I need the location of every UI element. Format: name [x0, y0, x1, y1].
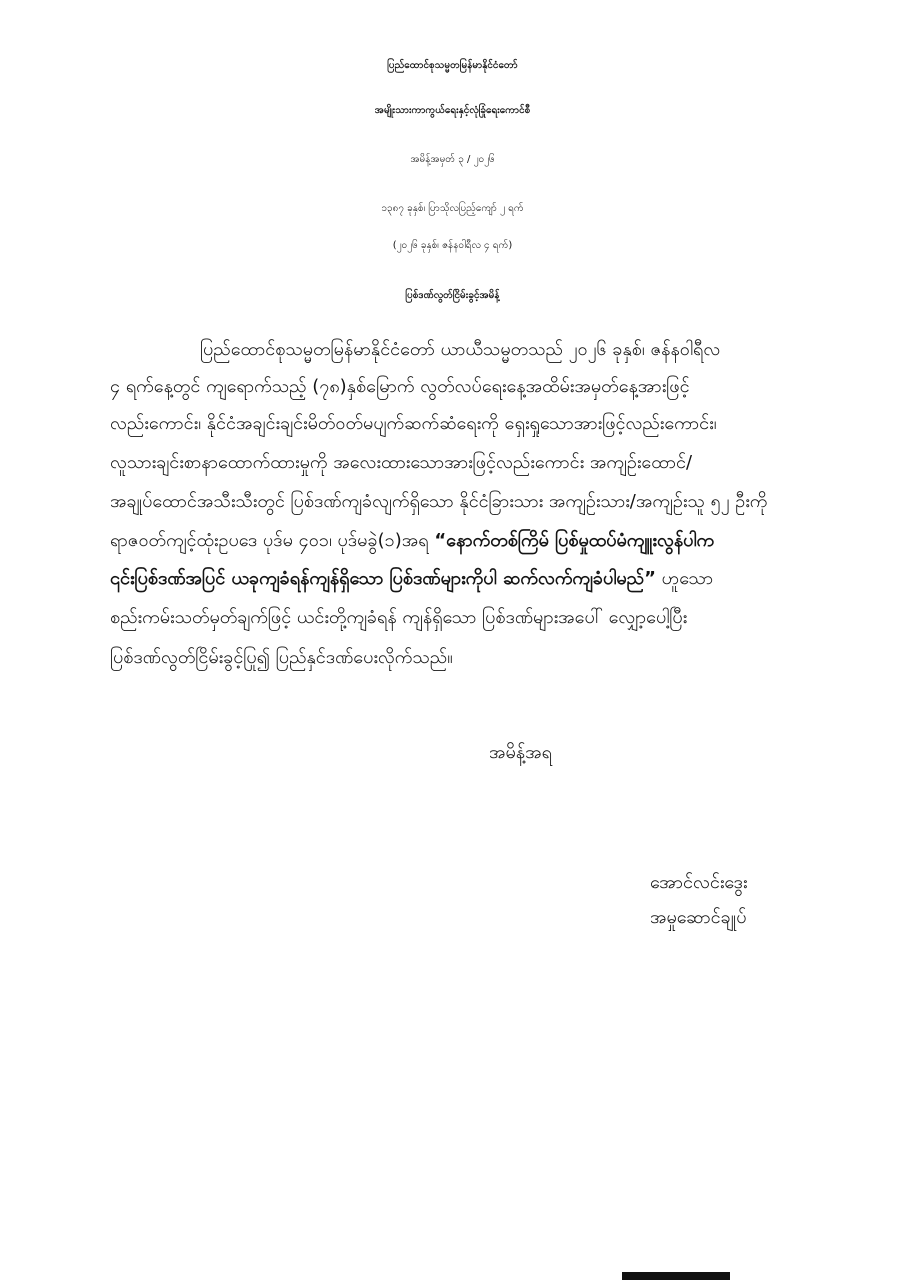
by-order: အမိန့်အရ [489, 742, 552, 763]
body-text: ရာဇဝတ်ကျင့်ထုံးဥပဒေ ပုဒ်မ ၄၀၁၊ ပုဒ်မခွဲ(၁)အရ [110, 530, 435, 551]
header-country: ပြည်ထောင်စုသမ္မတမြန်မာနိုင်ငံတော် [387, 60, 518, 71]
body-line: လူသားချင်းစာနာထောက်ထားမှုကို အလေးထားသောအားဖြင့်လည်းကောင်း အကျဉ်းထောင်/ [110, 452, 693, 473]
signatory-name: အောင်လင်းဒွေး [650, 872, 748, 893]
body-line: ပြည်ထောင်စုသမ္မတမြန်မာနိုင်ငံတော် ယာယီသမ္မတသည် ၂၀၂၆ ခုနှစ်၊ ဇန်နဝါရီလ [200, 339, 721, 360]
body-line: စည်းကမ်းသတ်မှတ်ချက်ဖြင့် ယင်းတို့ကျခံရန် ကျန်ရှိသော ပြစ်ဒဏ်များအပေါ် လျှော့ပေါ့ပြီး [110, 607, 688, 628]
body-line [110, 528, 714, 555]
scan-edge-bar [622, 1272, 730, 1280]
order-date-myanmar: ၁၃၈၇ ခုနှစ်၊ ပြာသိုလပြည့်ကျော် ၂ ရက် [381, 203, 524, 214]
body-quote-bold: “နောက်တစ်ကြိမ် ပြစ်မှုထပ်မံကျူးလွန်ပါက [434, 530, 715, 551]
order-number: အမိန့်အမှတ် ၃ / ၂၀၂၆ [410, 154, 495, 165]
body-line: လည်းကောင်း၊ နိုင်ငံအချင်းချင်းမိတ်ဝတ်မပျက်ဆက်ဆံရေးကို ရှေးရှုသောအားဖြင့်လည်းကောင်း၊ [110, 413, 717, 434]
body-line: ပြစ်ဒဏ်လွတ်ငြိမ်းခွင့်ပြု၍ ပြည်နှင်ဒဏ်ပေးလိုက်သည်။ [110, 647, 453, 668]
body-line: အချုပ်ထောင်အသီးသီးတွင် ပြစ်ဒဏ်ကျခံလျက်ရှိသော နိုင်ငံခြားသား အကျဉ်းသား/အကျဉ်းသူ ၅၂ ဦးကို [110, 491, 768, 512]
body-line [110, 566, 713, 593]
signatory-title: အမှုဆောင်ချုပ် [650, 907, 747, 928]
order-subject: ပြစ်ဒဏ်လွတ်ငြိမ်းခွင့်အမိန့် [405, 290, 500, 301]
body-line: ၄ ရက်နေ့တွင် ကျရောက်သည့် (၇၈)နှစ်မြောက် လွတ်လပ်ရေးနေ့အထိမ်းအမှတ်နေ့အားဖြင့် [110, 376, 690, 397]
body-text: ဟူသော [655, 568, 714, 589]
header-council: အမျိုးသားကာကွယ်ရေးနှင့်လုံခြုံရေးကောင်စီ [374, 105, 531, 116]
order-date-gregorian: (၂၀၂၆ ခုနှစ်၊ ဇန်နဝါရီလ ၄ ရက်) [392, 240, 513, 251]
body-quote-bold: ၎င်းပြစ်ဒဏ်အပြင် ယခုကျခံရန်ကျန်ရှိသော ပြစ်ဒဏ်များကိုပါ ဆက်လက်ကျခံပါမည်” [110, 568, 656, 589]
